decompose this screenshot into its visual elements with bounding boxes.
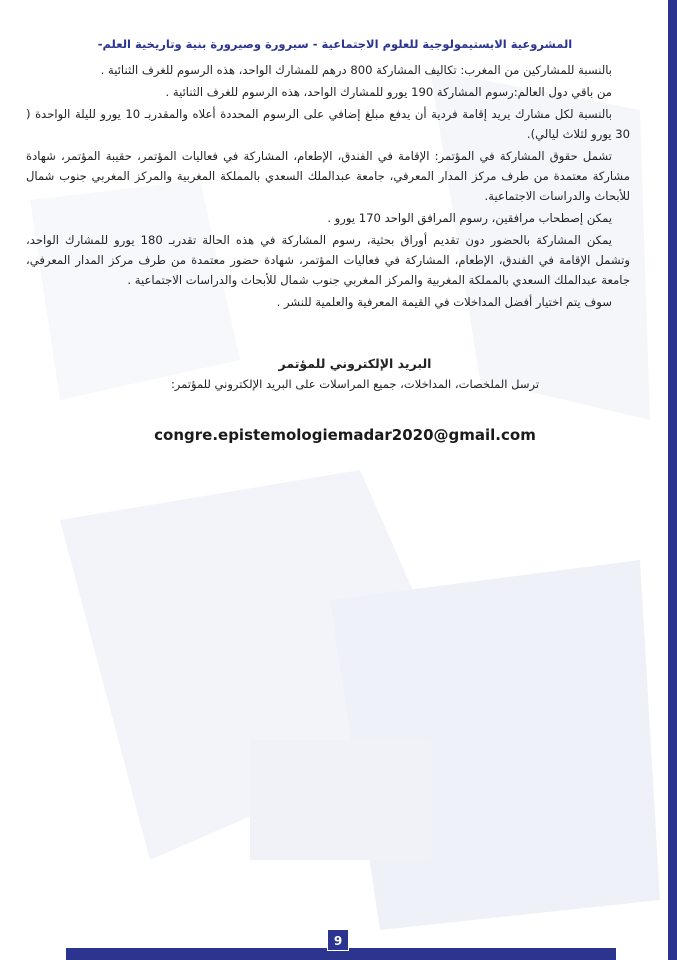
paragraph-participation-rights: تشمل حقوق المشاركة في المؤتمر: الإقامة في الفندق، الإطعام، المشاركة في فعاليات المؤتمر، حقيبة المؤتمر، شهادة مشاركة معتمدة من طرف مركز المدار المعرفي، جامعة عبدالملك السعدي بالمملكة المغربية والمركز المغربي جنوب شمال للأبحاث والدراسات الاجتماعية.: [26, 149, 630, 203]
paragraph-publication: سوف يتم اختيار أفضل المداخلات في القيمة المعرفية والعلمية للنشر .: [276, 295, 612, 309]
email-section: [130, 356, 580, 391]
paragraph-intl-fees: من باقي دول العالم:رسوم المشاركة 190 يورو للمشارك الواحد، هذه الرسوم للغرف الثنائية .: [165, 85, 612, 99]
email-section-description: ترسل الملخصات، المداخلات، جميع المراسلات على البريد الإلكتروني للمؤتمر:: [170, 377, 540, 391]
body-text: [26, 60, 630, 312]
email-section-title: البريد الإلكتروني للمؤتمر: [278, 356, 432, 371]
paragraph-companions: يمكن إصطحاب مرافقين، رسوم المرافق الواحد 170 يورو .: [327, 211, 612, 225]
conference-email-link[interactable]: congre.epistemologiemadar2020@gmail.com: [154, 426, 536, 444]
paragraph-single-room: بالنسبة لكل مشارك يريد إقامة فردية أن يدفع مبلغ إضافي على الرسوم المحددة أعلاه والمقدربـ 10 يورو لليلة الواحدة ( 30 يورو لثلاث ليالي).: [26, 107, 630, 141]
paragraph-attendance-only: يمكن المشاركة بالحضور دون تقديم أوراق بحثية، رسوم المشاركة في هذه الحالة تقدربـ 180 يورو للمشارك الواحد، وتشمل الإقامة في الفندق، الإطعام، المشاركة في فعاليات المؤتمر، شهادة حضور معتمدة من طرف مركز المدار المعرفي، جامعة عبدالملك السعدي بالمملكة المغربية والمركز المغربي جنوب شمال للأبحاث والدراسات الاجتماعية .: [26, 233, 630, 287]
running-header: المشروعية الابستيمولوجية للعلوم الاجتماعية - سيرورة وصيرورة بنية وتاريخية العلم-: [97, 37, 573, 51]
page-number: 9: [327, 929, 349, 951]
right-edge-bar: [668, 0, 677, 960]
paragraph-morocco-fees: بالنسبة للمشاركين من المغرب: تكاليف المشاركة 800 درهم للمشارك الواحد، هذه الرسوم للغرف الثنائية .: [100, 63, 612, 77]
